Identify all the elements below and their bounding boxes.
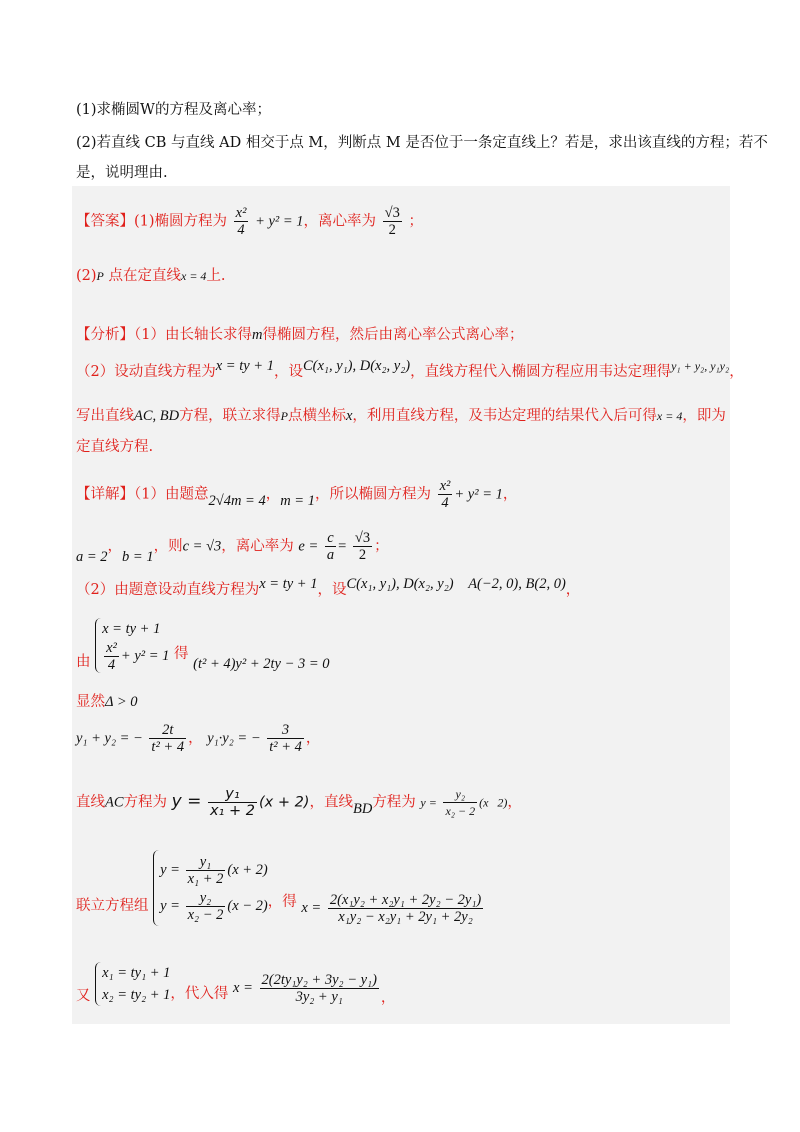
bd-num: y₂ <box>455 787 466 801</box>
sys2-result-den: x₁y₂ − x₂y₁ + 2y₁ + 2y₂ <box>338 908 473 925</box>
question-part-1: (1)求椭圆W的方程及离心率； <box>76 102 271 118</box>
detail-line-9 <box>76 962 395 1006</box>
detail-line-1 <box>76 478 517 511</box>
sum-frac <box>149 722 186 755</box>
ac-frac <box>208 786 257 819</box>
analysis-line-1 <box>76 325 523 345</box>
ac-num: y₁ <box>225 786 240 802</box>
sub-x: x = <box>233 980 253 996</box>
analysis-2-mid: ，直线方程代入椭圆方程应用韦达定理得 <box>410 364 672 380</box>
sys2-x: x = <box>301 900 322 916</box>
sum-num: 2t <box>162 722 174 738</box>
system-2: y = $\frac{\text{y₁}}{\text{x₁ + 2}}$ (x + 2) y = $\frac{\text{y₂}}{\text{x₂ − 2}}$ (x − 2) <box>153 850 268 926</box>
sum-den: t² + 4 <box>151 739 185 755</box>
detail-line-5 <box>76 692 138 712</box>
detail-9-end: ， <box>380 990 396 1006</box>
sys3-r2: x₂ = ty₂ + 1 <box>102 987 171 1003</box>
detail-3-comma: ，设 <box>317 582 347 598</box>
detail-2-end: ； <box>374 538 389 555</box>
prod-lhs: y₁·y₂ = − <box>207 730 261 747</box>
answer-text: (1)椭圆方程为 <box>134 213 228 230</box>
detail-1-text: （1）由题意 <box>134 486 209 503</box>
ac-tail: (x + 2) <box>258 794 310 811</box>
fixed-line-eq: x = 4 <box>181 269 207 283</box>
detail-line-7 <box>76 786 522 819</box>
analysis-2-end: ， <box>729 364 744 380</box>
sum-lhs: y₁ + y₂ = − <box>76 730 143 747</box>
analysis-text: （1）由长轴长求得 <box>134 327 252 343</box>
vieta-terms: y₁ + y₂, y₁y₂ <box>671 359 730 373</box>
ellipse-x-term-2: $\frac{\text{x²}}{4}$ <box>439 478 451 511</box>
sys2-result-num: 2(x₁y₂ + x₂y₁ + 2y₂ − 2y₁) <box>329 891 482 908</box>
axis-length-eq: 2√4m = 4 <box>208 492 266 509</box>
analysis-3-mid: 方程，联立求得 <box>179 408 281 424</box>
detail-7-end: ， <box>507 794 522 811</box>
analysis-line-3 <box>76 406 726 426</box>
sys2-r1-num: y₁ <box>199 854 212 871</box>
sys2-r2-den: x₂ − 2 <box>187 907 224 924</box>
points-ab: A(−2, 0), B(2, 0) <box>468 576 566 592</box>
answer-text-2: ，离心率为 <box>303 213 377 230</box>
detail-4-de: 得 <box>174 645 189 662</box>
answer-2-end: 上. <box>206 268 226 284</box>
answer-line-1 <box>76 205 423 238</box>
detail-6-end: ， <box>305 730 321 747</box>
sub-result <box>260 972 379 1005</box>
line-eq-2: x = ty + 1 <box>259 576 318 592</box>
eccentricity-value: $\frac{√3}{2}$ <box>384 205 400 238</box>
point-p: P <box>96 269 104 283</box>
c-value: c = √3 <box>182 538 222 555</box>
point-p-2: P <box>280 409 288 423</box>
analysis-line-4 <box>76 437 153 457</box>
answer-line-2 <box>76 266 226 286</box>
detail-6-sep: ， <box>188 730 203 747</box>
e-frac-value: $\frac{√3}{2}$ <box>354 530 371 563</box>
detail-5-text: 显然 <box>76 694 105 710</box>
delta-ineq: Δ > 0 <box>105 694 138 710</box>
bd-den: x₂ − 2 <box>445 804 476 818</box>
detail-1-comma: ， <box>265 486 281 503</box>
answer-2-text: 点在定直线 <box>103 268 181 284</box>
sys2-r1-den: x₁ + 2 <box>187 871 224 888</box>
analysis-3-mid2: 点横坐标 <box>287 408 346 424</box>
detail-9-pre: 又 <box>76 988 91 1004</box>
analysis-tag: 【分析】 <box>76 327 134 343</box>
e-frac-ca: $\frac{c}{a}$ <box>326 530 335 563</box>
analysis-3-end: ，即为 <box>682 408 726 424</box>
answer-end: ； <box>408 213 423 230</box>
question-part-2-line-2: 是，说明理由. <box>76 165 168 181</box>
points-cd-2: C(x₁, y₁), D(x₂, y₂) <box>346 576 454 592</box>
detail-8-mid: ，得 <box>267 894 297 910</box>
line-ac-label: AC <box>105 794 124 811</box>
ellipse-rest-2: + y² = 1 <box>454 486 503 503</box>
line-bd-label: BD <box>352 800 373 817</box>
ellipse-x-term: $\frac{\text{x²}}{4}$ <box>235 205 247 238</box>
points-cd: C(x₁, y₁), D(x₂, y₂) <box>302 358 411 374</box>
detail-tag: 【详解】 <box>76 486 134 503</box>
detail-8-pre: 联立方程组 <box>76 898 149 914</box>
b-value: b = 1 <box>122 548 154 565</box>
sub-result-num: 2(2ty₁y₂ + 3y₂ − y₁) <box>261 971 377 988</box>
analysis-2-comma: ，设 <box>273 364 303 380</box>
detail-9-mid: ，代入得 <box>170 986 229 1002</box>
detail-2-mid: ，离心率为 <box>221 538 294 555</box>
analysis-line-2 <box>76 358 744 382</box>
answer-2-label: (2) <box>76 268 97 284</box>
a-value: a = 2 <box>76 548 108 565</box>
prod-frac <box>267 722 304 755</box>
detail-line-2: a = 2，b = 1，则c = √3，离心率为 e = $\frac{c}{a}$ = $\frac{√3}{2}$ ； <box>76 530 389 565</box>
m-value: m = 1 <box>280 492 315 509</box>
detail-line-4 <box>76 618 330 673</box>
line-eq: x = ty + 1 <box>215 358 274 374</box>
bd-tail: (x 2) <box>479 795 508 810</box>
question-part-2-line-1: (2)若直线 CB 与直线 AD 相交于点 M，判断点 M 是否位于一条定直线上？若是，求出该直线的方程；若不 <box>76 135 768 151</box>
answer-tag: 【答案】 <box>76 213 134 230</box>
bd-y: y = <box>420 795 437 810</box>
system-1: x = ty + 1 $\frac{\text{x²}}{4}$ + y² = 1 <box>95 618 169 673</box>
ellipse-rest: + y² = 1 <box>255 213 304 230</box>
sys2-r1-tail: (x + 2) <box>227 862 268 878</box>
ac-den: x₁ + 2 <box>209 803 255 819</box>
detail-line-8 <box>76 850 485 926</box>
sys2-r2-tail: (x − 2) <box>227 898 268 914</box>
prod-den: t² + 4 <box>269 739 302 755</box>
quadratic-eq: (t² + 4)y² + 2ty − 3 = 0 <box>193 655 330 672</box>
detail-3-text: （2）由题意设动直线方程为 <box>76 582 260 598</box>
sys2-r2-num: y₂ <box>199 890 212 907</box>
detail-line-3 <box>76 576 581 600</box>
prod-num: 3 <box>281 722 290 738</box>
analysis-text-end: 得椭圆方程，然后由离心率公式离心率； <box>262 327 524 343</box>
sys3-r1: x₁ = ty₁ + 1 <box>102 965 171 981</box>
detail-2-sep: ， <box>107 538 123 555</box>
detail-3-end: ， <box>565 582 581 598</box>
sub-result-den: 3y₂ + y₁ <box>295 988 343 1005</box>
bd-frac <box>443 786 477 819</box>
analysis-2-text: （2）设动直线方程为 <box>76 364 216 380</box>
detail-line-6 <box>76 722 320 755</box>
var-x: x <box>345 408 353 424</box>
result-eq: x = 4 <box>656 409 683 423</box>
detail-7-pre: 直线 <box>76 794 105 811</box>
analysis-4-text: 定直线方程. <box>76 439 154 455</box>
detail-1-end: ， <box>502 486 518 503</box>
system-3 <box>95 962 170 1006</box>
analysis-3-mid3: ，利用直线方程，及韦达定理的结果代入后可得 <box>352 408 657 424</box>
detail-7-mid3: 方程为 <box>372 794 416 811</box>
sys2-result <box>328 892 483 925</box>
param-m: m <box>251 327 263 343</box>
detail-7-mid2: ，直线 <box>309 794 353 811</box>
detail-1-mid: ，所以椭圆方程为 <box>314 486 431 503</box>
ac-y: y = <box>171 791 202 812</box>
analysis-3-text: 写出直线 <box>76 408 134 424</box>
lines-ac-bd: AC, BD <box>134 408 180 424</box>
detail-2-then: ，则 <box>153 538 183 555</box>
detail-7-mid: 方程为 <box>123 794 168 811</box>
detail-4-you: 由 <box>76 653 91 670</box>
